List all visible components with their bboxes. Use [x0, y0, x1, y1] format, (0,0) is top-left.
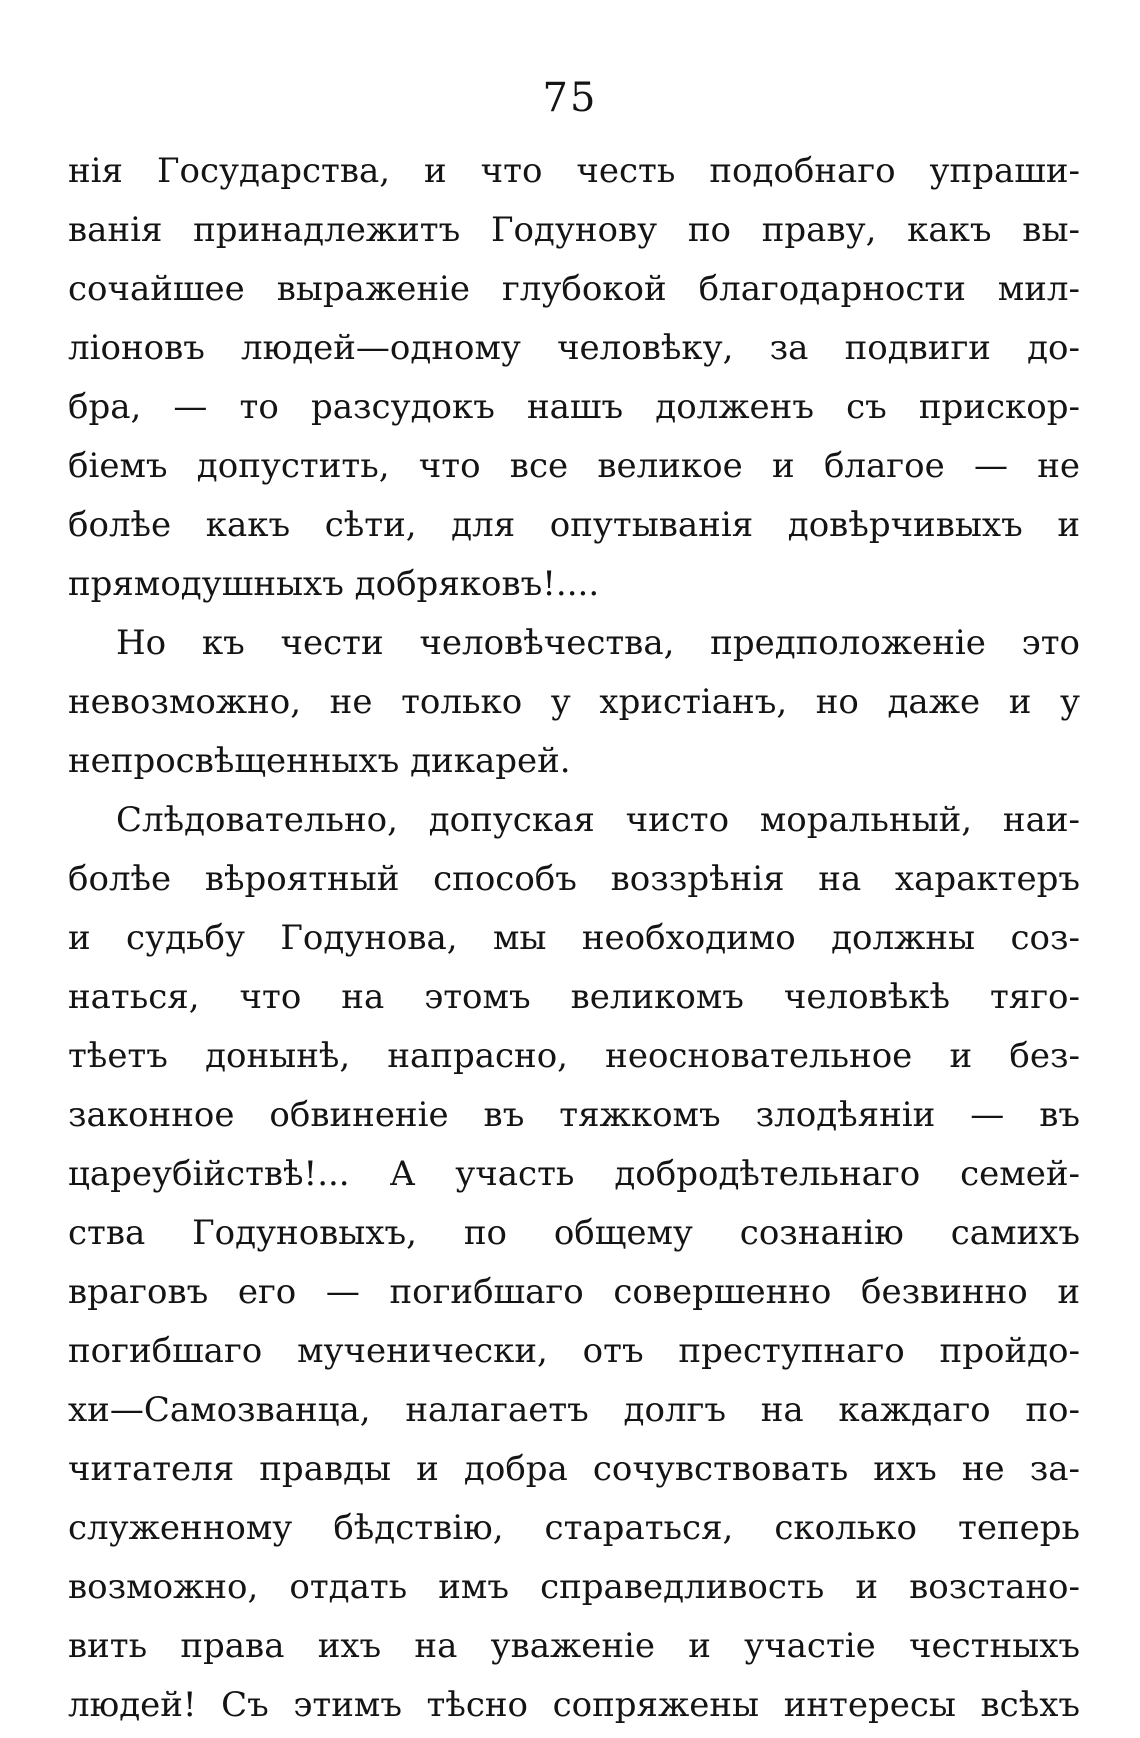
text-line: тѣетъ донынѣ, напрасно, неосновательное и без- — [68, 1036, 1080, 1076]
text-line: болѣе вѣроятный способъ воззрѣнія на характеръ — [68, 859, 1080, 899]
text-line: нія Государства, и что честь подобнаго упраши- — [68, 151, 1080, 191]
text-line: невозможно, не только у христіанъ, но даже и у — [68, 682, 1080, 722]
text-line: непросвѣщенныхъ дикарей. — [68, 741, 571, 781]
body-text — [68, 142, 1080, 1735]
text-line: служенному бѣдствію, стараться, сколько теперь — [68, 1508, 1080, 1548]
text-line: сочайшее выраженіе глубокой благодарности мил- — [68, 269, 1080, 309]
text-line: ства Годуновыхъ, по общему сознанію самихъ — [68, 1213, 1080, 1253]
text-line: хи—Самозванца, налагаетъ долгъ на каждаго по- — [68, 1390, 1080, 1430]
text-line: Слѣдовательно, допуская чисто моральный, наи- — [116, 800, 1080, 840]
text-line: законное обвиненіе въ тяжкомъ злодѣяніи — въ — [68, 1095, 1080, 1135]
paragraph-1 — [68, 142, 1080, 614]
text-line: ванія принадлежитъ Годунову по праву, какъ вы- — [68, 210, 1080, 250]
text-line: наться, что на этомъ великомъ человѣкѣ тяго- — [68, 977, 1080, 1017]
text-line: ліоновъ людей—одному человѣку, за подвиги до- — [68, 328, 1080, 368]
text-line: читателя правды и добра сочувствовать ихъ не за- — [68, 1449, 1080, 1489]
text-line: и судьбу Годунова, мы необходимо должны соз- — [68, 918, 1080, 958]
text-line: погибшаго мученически, отъ преступнаго пройдо- — [68, 1331, 1080, 1371]
paragraph-3 — [68, 791, 1080, 1735]
text-line: біемъ допустить, что все великое и благое — не — [68, 446, 1080, 486]
paragraph-2 — [68, 614, 1080, 791]
text-line: возможно, отдать имъ справедливость и возстано- — [68, 1567, 1080, 1607]
text-line: цареубійствѣ!... А участь добродѣтельнаго семей- — [68, 1154, 1080, 1194]
page-number: 75 — [542, 75, 598, 121]
text-line: прямодушныхъ добряковъ!.... — [68, 564, 600, 604]
text-line: Но къ чести человѣчества, предположеніе это — [116, 623, 1080, 663]
text-line: бра, — то разсудокъ нашъ долженъ съ прискор- — [68, 387, 1080, 427]
text-line: болѣе какъ сѣти, для опутыванія довѣрчивыхъ и — [68, 505, 1080, 545]
text-line: враговъ его — погибшаго совершенно безвинно и — [68, 1272, 1080, 1312]
text-line: людей! Съ этимъ тѣсно сопряжены интересы всѣхъ — [68, 1685, 1080, 1725]
text-line: вить права ихъ на уваженіе и участіе честныхъ — [68, 1626, 1080, 1666]
